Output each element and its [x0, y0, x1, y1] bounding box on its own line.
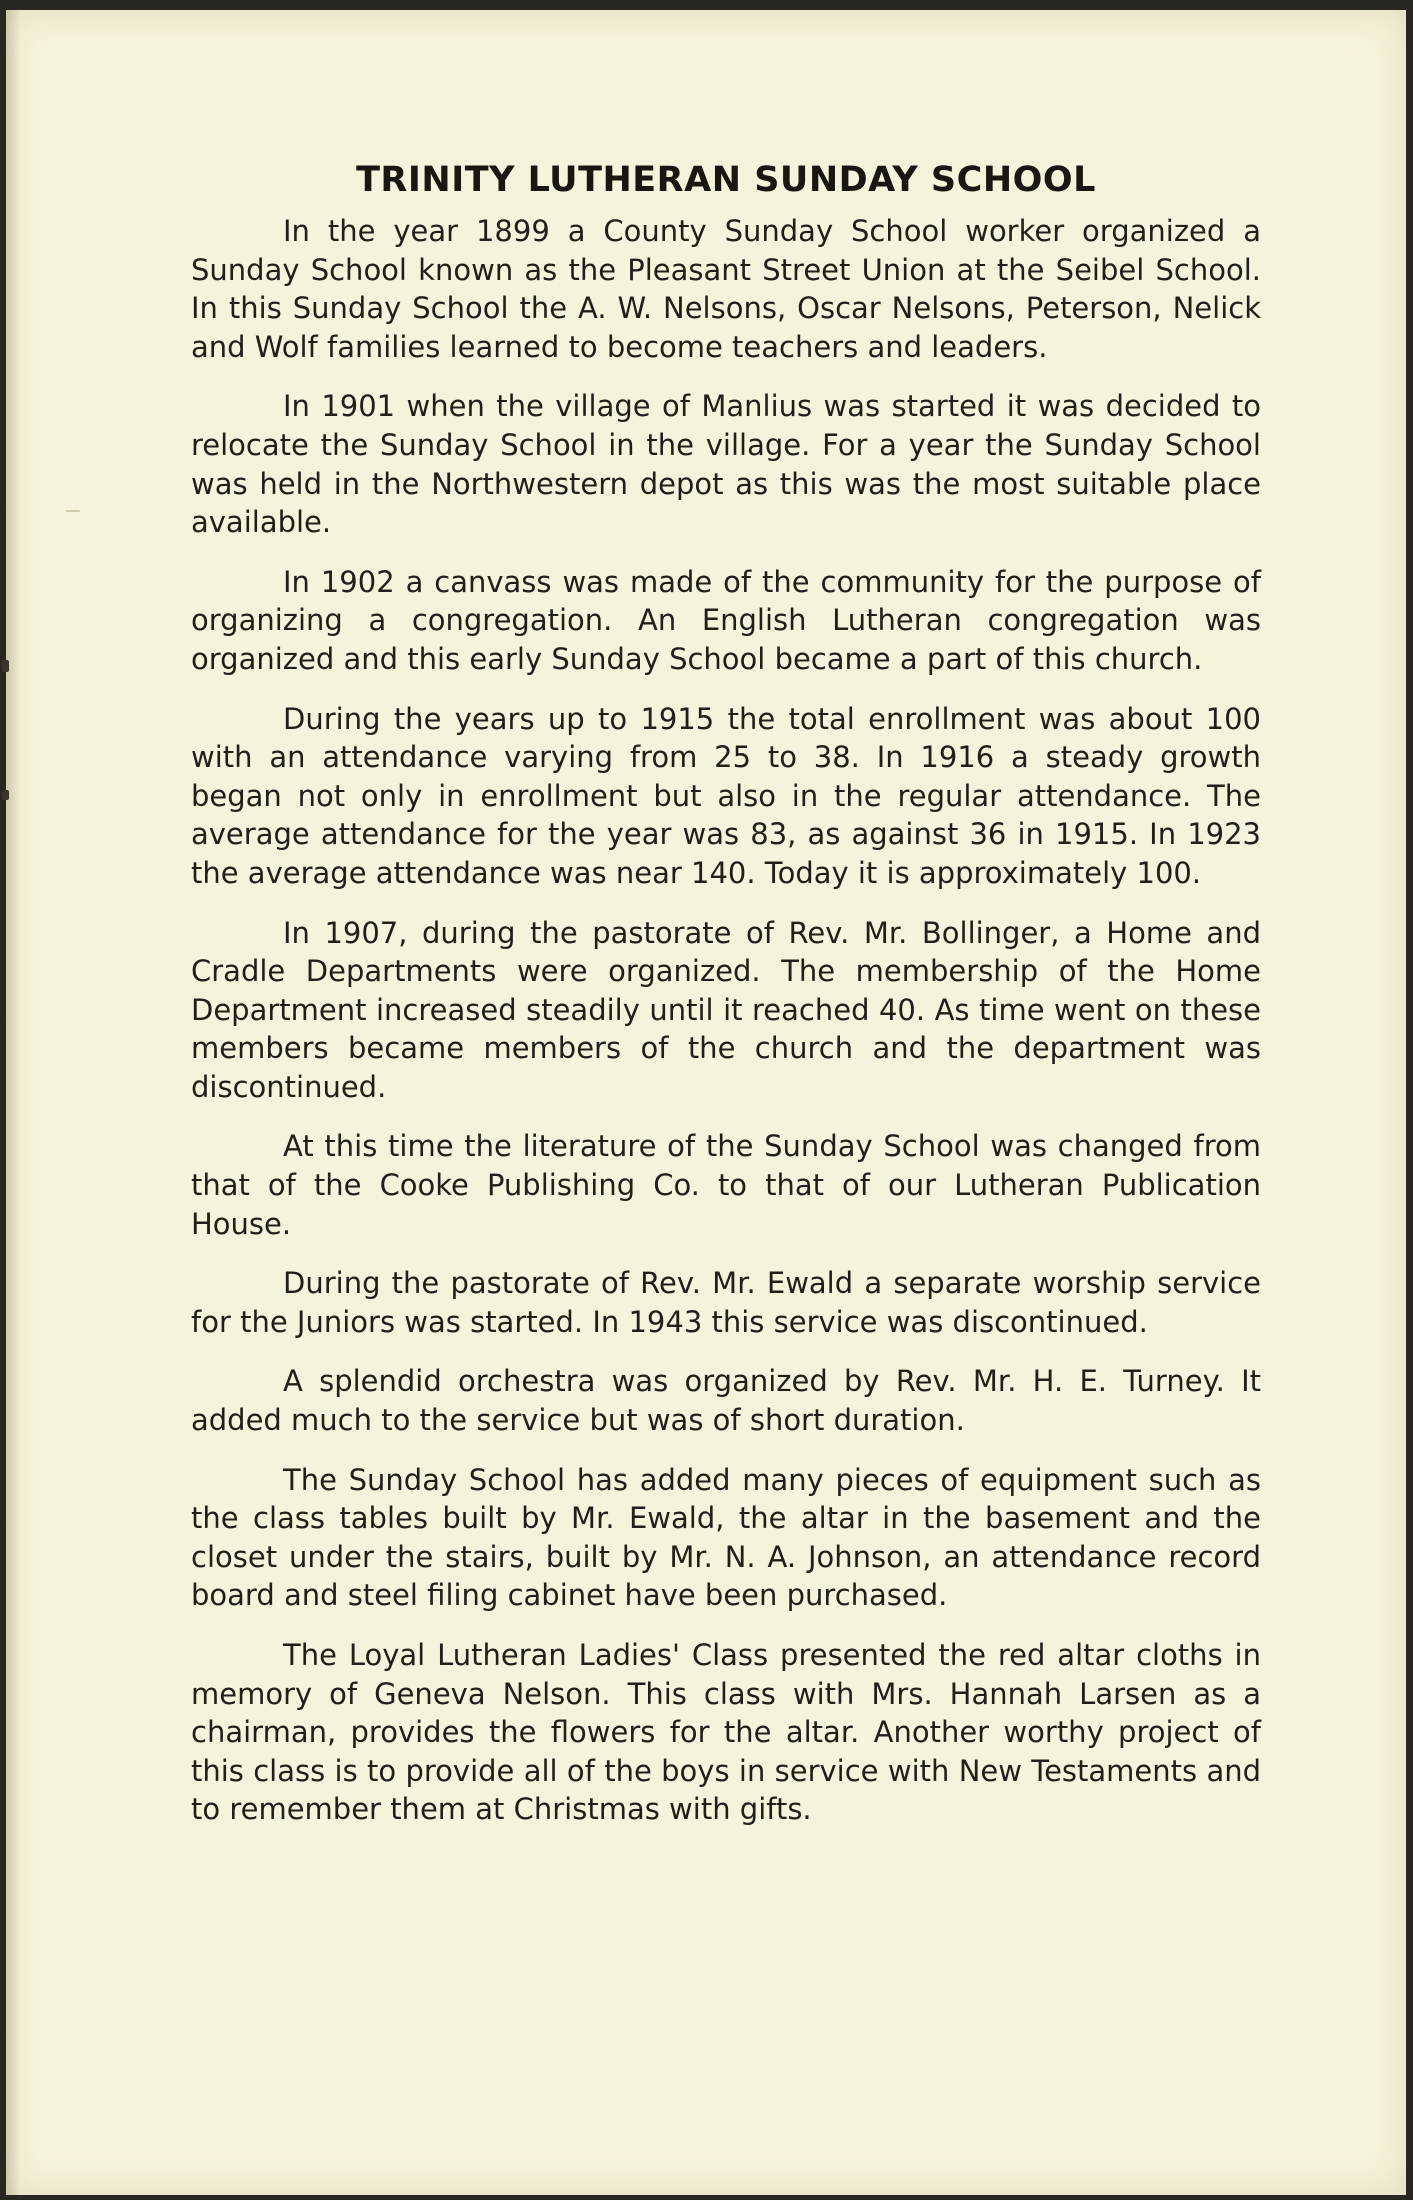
paragraph: During the pastorate of Rev. Mr. Ewald a separate worship service for the Juniors was started. In 1943 this service was discontinued. [191, 1266, 1261, 1339]
paragraph: A splendid orchestra was organized by Rev. Mr. H. E. Turney. It added much to the service but was of short duration. [191, 1364, 1261, 1438]
paragraph: In 1902 a canvass was made of the community for the purpose of organizing a congregation. An English Lutheran congregation was organized and this early Sunday School became a part of this church. [191, 564, 1261, 676]
binding-shadow [6, 10, 20, 2195]
paragraph: The Loyal Lutheran Ladies' Class presented the red altar cloths in memory of Geneva Nelson. This class with Mrs. Hannah Larsen as a chairman, provides the flowers for the altar. Another worthy project of this class is to provide all of the boys in service with New Testaments and to remember them at Christmas with gifts. [191, 1638, 1261, 1827]
binding-mark [2, 660, 9, 672]
paragraph: The Sunday School has added many pieces of equipment such as the class tables built by Mr. Ewald, the altar in the basement and the closet under the stairs, built by Mr. N. A. Johnson, an attendance record board and steel filing cabinet have been purchased. [191, 1462, 1261, 1613]
paragraph: In 1907, during the pastorate of Rev. Mr. Bollinger, a Home and Cradle Departments were organized. The membership of the Home Department increased steadily until it reached 40. As time went on these members became members of the church and the department was discontinued. [191, 915, 1261, 1104]
paragraph: In the year 1899 a County Sunday School worker organized a Sunday School known as the Pleasant Street Union at the Seibel School. In this Sunday School the A. W. Nelsons, Oscar Nelsons, Peterson, Nelick and Wolf families learned to become teachers and leaders. [191, 214, 1261, 364]
paragraph: At this time the literature of the Sunday School was changed from that of the Cooke Publishing Co. to that of our Lutheran Publication House. [191, 1129, 1261, 1241]
page-title: TRINITY LUTHERAN SUNDAY SCHOOL [356, 160, 1096, 200]
paragraph: In 1901 when the village of Manlius was started it was decided to relocate the Sunday School in the village. For a year the Sunday School was held in the Northwestern depot as this was the most suitable place available. [191, 389, 1261, 540]
article [191, 160, 1261, 1850]
document-page [6, 10, 1406, 2195]
binding-mark [66, 510, 80, 512]
binding-mark [2, 790, 9, 800]
paragraph: During the years up to 1915 the total enrollment was about 100 with an attendance varying from 25 to 38. In 1916 a steady growth began not only in enrollment but also in the regular attendance. The average attendance for the year was 83, as against 36 in 1915. In 1923 the average attendance was near 140. Today it is approximately 100. [191, 701, 1261, 890]
